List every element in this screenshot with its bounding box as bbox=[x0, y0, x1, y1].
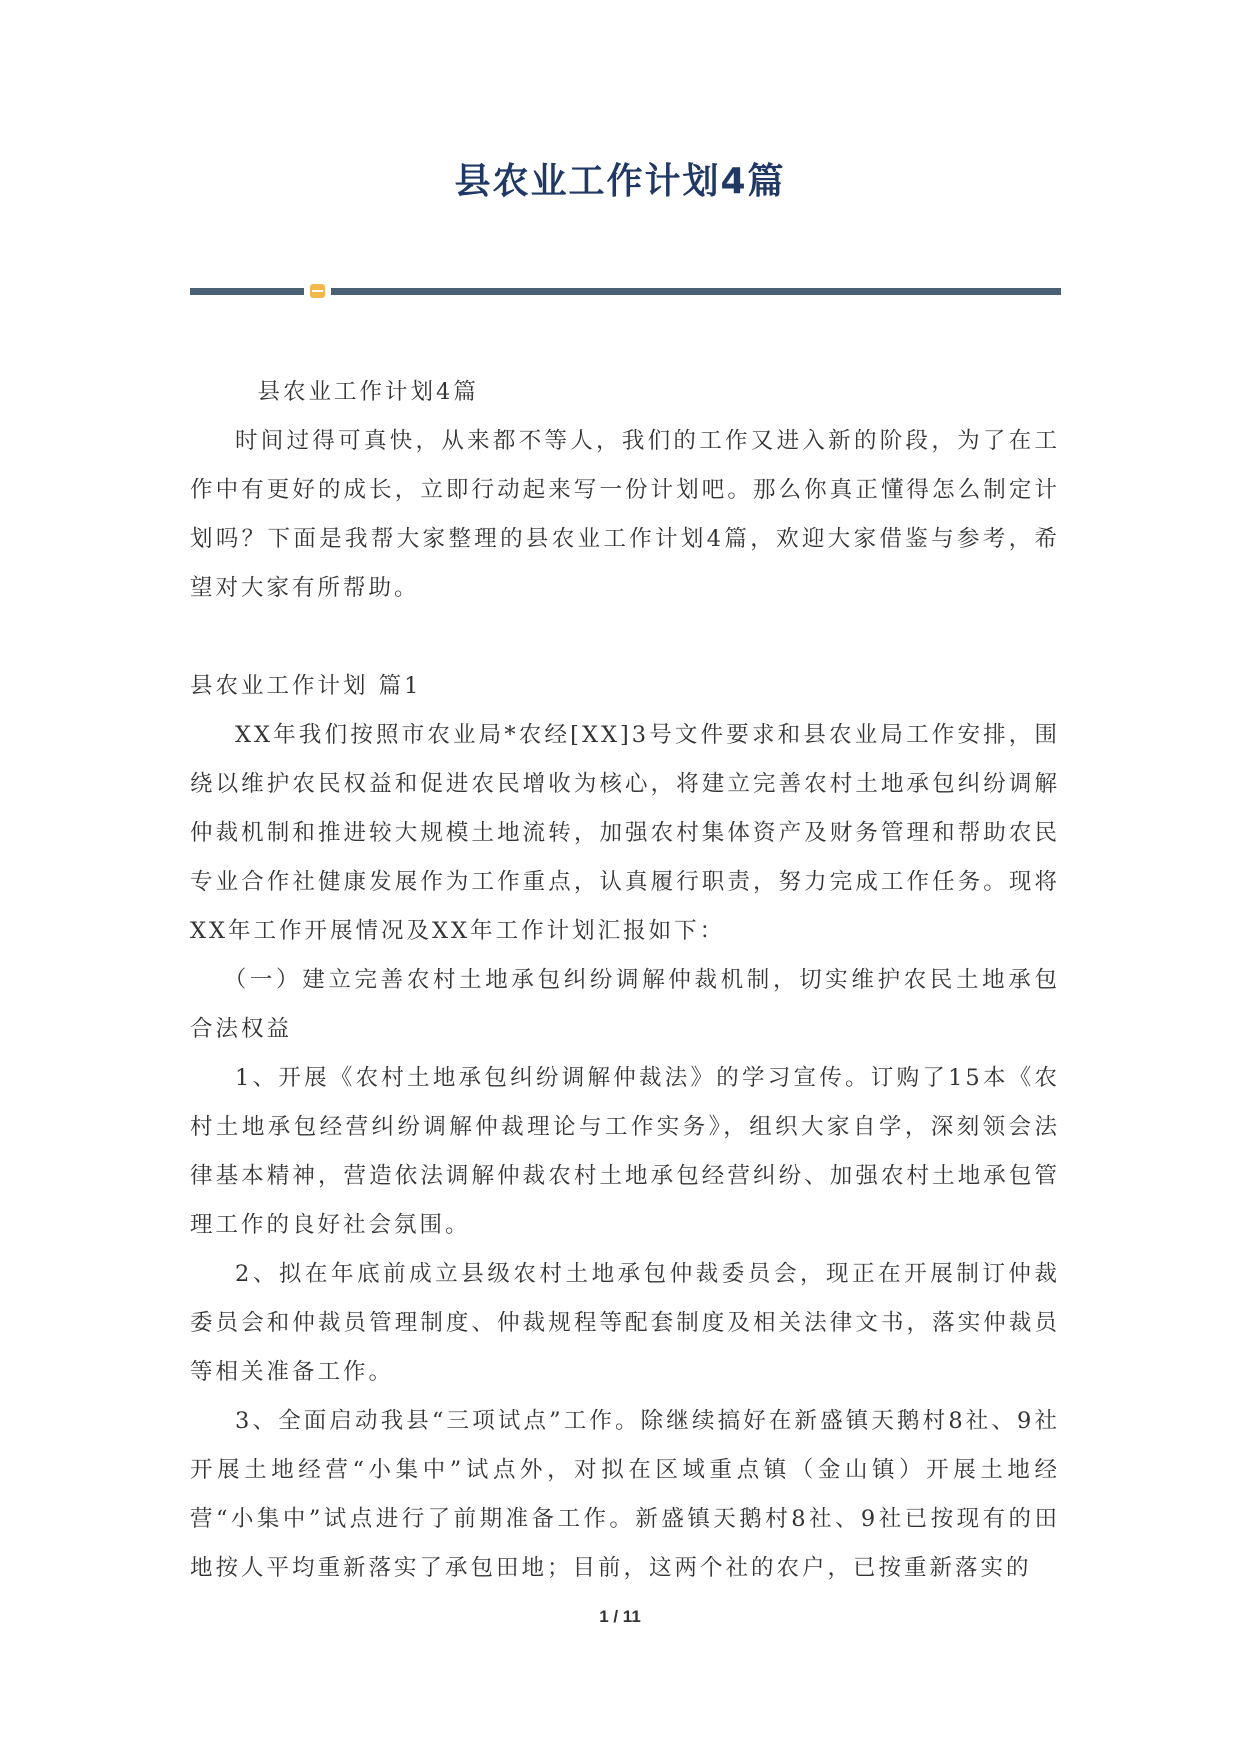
title-divider bbox=[190, 284, 1061, 300]
page-number: 1 / 11 bbox=[599, 1607, 641, 1626]
divider-bar-right bbox=[331, 288, 1061, 295]
intro-paragraph: 时间过得可真快，从来都不等人，我们的工作又进入新的阶段，为了在工作中有更好的成长，立即行动起来写一份计划吧。那么你真正懂得怎么制定计划吗？下面是我帮大家整理的县农业工作计划4篇，欢迎大家借鉴与参考，希望对大家有所帮助。 bbox=[190, 428, 1060, 601]
body-paragraph: 3、全面启动我县“三项试点”工作。除继续搞好在新盛镇天鹅村8社、9社开展土地经营“小集中”试点外，对拟在区域重点镇（金山镇）开展土地经营“小集中”试点进行了前期准备工作。新盛镇天鹅村8社、9社已按现有的田地按人平均重新落实了承包田地；目前，这两个社的农户，已按重新落实的 bbox=[190, 1408, 1060, 1581]
body-subtitle: 县农业工作计划4篇 bbox=[257, 379, 479, 405]
document-title: 县农业工作计划4篇 bbox=[454, 161, 786, 202]
divider-bar-left bbox=[190, 288, 304, 295]
subsection-heading: （一）建立完善农村土地承包纠纷调解仲裁机制，切实维护农民土地承包合法权益 bbox=[190, 967, 1060, 1042]
divider-badge-icon bbox=[310, 284, 325, 298]
document-body bbox=[190, 368, 1060, 1593]
body-paragraph: XX年我们按照市农业局*农经[XX]3号文件要求和县农业局工作安排，围绕以维护农民权益和促进农民增收为核心，将建立完善农村土地承包纠纷调解仲裁机制和推进较大规模土地流转，加强农村集体资产及财务管理和帮助农民专业合作社健康发展作为工作重点，认真履行职责，努力完成工作任务。现将XX年工作开展情况及XX年工作计划汇报如下： bbox=[190, 722, 1060, 944]
section-heading: 县农业工作计划 篇1 bbox=[190, 673, 422, 699]
body-paragraph: 2、拟在年底前成立县级农村土地承包仲裁委员会，现正在开展制订仲裁委员会和仲裁员管理制度、仲裁规程等配套制度及相关法律文书，落实仲裁员等相关准备工作。 bbox=[190, 1261, 1060, 1385]
body-paragraph: 1、开展《农村土地承包纠纷调解仲裁法》的学习宣传。订购了15本《农村土地承包经营纠纷调解仲裁理论与工作实务》，组织大家自学，深刻领会法律基本精神，营造依法调解仲裁农村土地承包经营纠纷、加强农村土地承包管理工作的良好社会氛围。 bbox=[190, 1065, 1060, 1238]
